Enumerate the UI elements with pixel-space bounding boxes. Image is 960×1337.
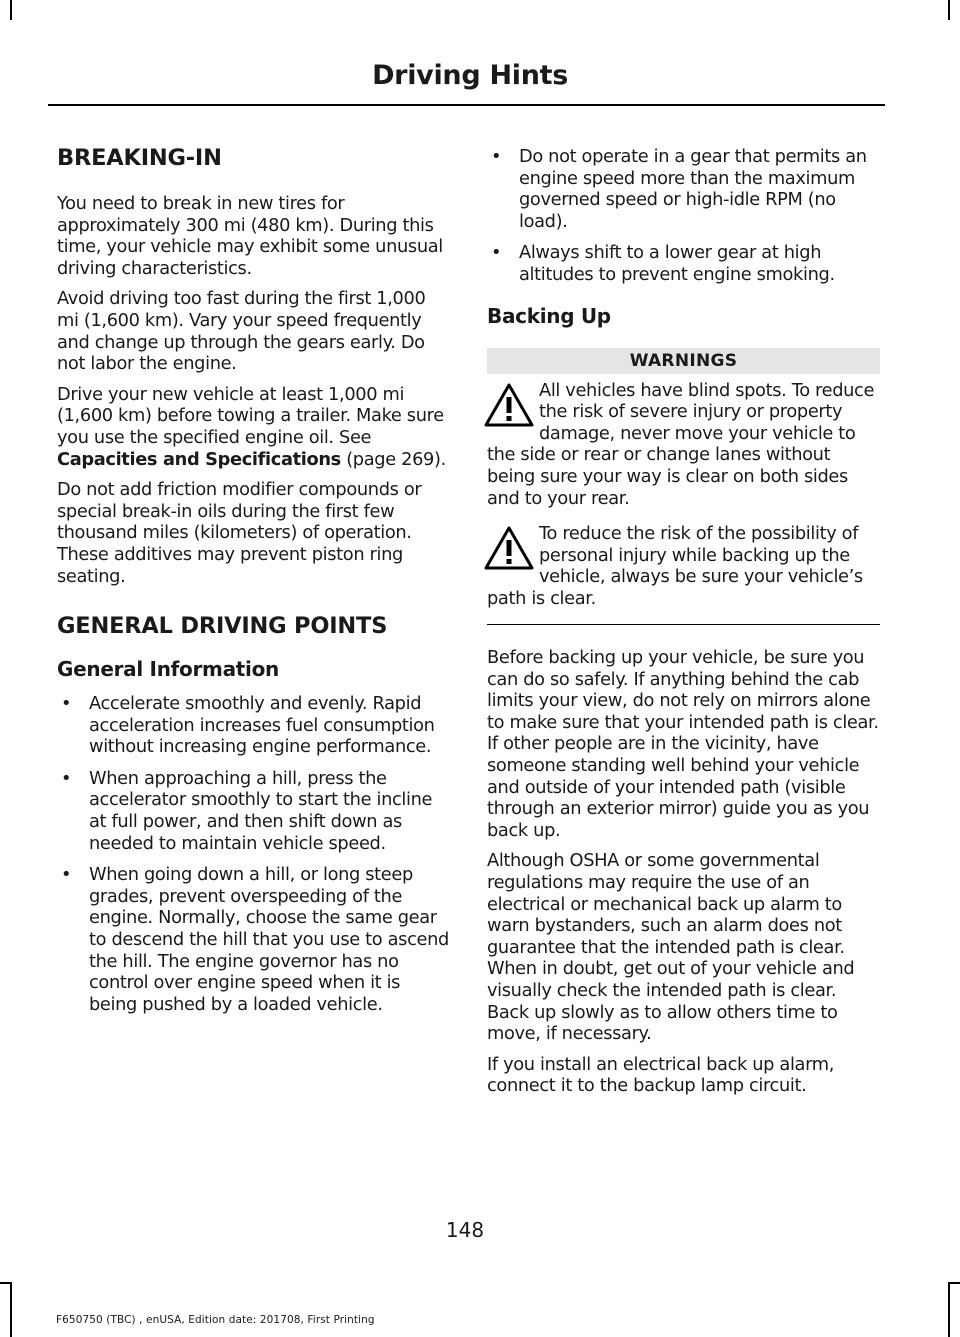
warning-blind-spots [487, 380, 880, 510]
list-item [57, 864, 450, 1015]
list-item-text: Accelerate smoothly and evenly. Rapid acceleration increases fuel consumption without increasing engine performance. [89, 693, 435, 758]
warnings-label: WARNINGS [487, 348, 880, 374]
paragraph: Avoid driving too fast during the first 1,000 mi (1,600 km). Vary your speed frequently and change up through the gears early. Do not labor the engine. [57, 288, 426, 375]
list-item-text: When approaching a hill, press the accelerator smoothly to start the incline at full power, and then shift down as needed to maintain vehicle speed. [89, 767, 433, 854]
list-item [487, 242, 880, 285]
capacities-link[interactable]: Capacities and Specifications [57, 448, 341, 470]
paragraph: You need to break in new tires for approximately 300 mi (480 km). During this time, your vehicle may exhibit some unusual driving characteristics. [57, 193, 443, 279]
warning-text: To reduce the risk of the possibility of personal injury while backing up the vehicle, always be sure your vehicle’s path is clear. [487, 523, 863, 609]
header-divider [48, 104, 885, 106]
list-item-text: Do not operate in a gear that permits an engine speed more than the maximum governed speed or high-idle RPM (no load). [519, 146, 867, 232]
page-number: 148 [445, 1218, 485, 1242]
list-item-text: When going down a hill, or long steep grades, prevent overspeeding of the engine. Normally, choose the same gear to descend the hill that you use to ascend the hill. The engine governor has no control over engine speed when it is being pushed by a loaded vehicle. [89, 864, 449, 1015]
paragraph: Although OSHA or some governmental regulations may require the use of an electrical or mechanical back up alarm to warn bystanders, such an alarm does not guarantee that the intended path is clear. When in doubt, get out of your vehicle and visually check the intended path is clear. Back up slowly as to allow others time to move, if necessary. [487, 850, 855, 1045]
paragraph: Do not add friction modifier compounds or special break-in oils during the first few thousand miles (kilometers) of operation. These additives may prevent piston ring seating. [57, 479, 422, 587]
list-item [57, 768, 450, 854]
bullet-icon: • [491, 146, 502, 167]
paragraph-text: Drive your new vehicle at least 1,000 mi (1,600 km) before towing a trailer. Make sure you use the specified engine oil. See [57, 383, 444, 448]
section-heading-general-driving: GENERAL DRIVING POINTS [57, 613, 388, 640]
warning-divider [487, 624, 880, 626]
bullet-list [487, 146, 880, 286]
paragraph: If you install an electrical back up alarm, connect it to the backup lamp circuit. [487, 1053, 835, 1097]
page-header-title: Driving Hints [372, 60, 568, 91]
paragraph: Before backing up your vehicle, be sure you can do so safely. If anything behind the cab limits your view, do not rely on mirrors alone to make sure that your intended path is clear. If other people are in the vicinity, have someone standing well behind your vehicle and outside of your intended path (visible through an exterior mirror) guide you as you back up. [487, 647, 879, 841]
warning-triangle-icon [483, 382, 535, 428]
left-column [57, 140, 450, 1025]
warning-text: All vehicles have blind spots. To reduce the risk of severe injury or property damage, never move your vehicle to the side or rear or change lanes without being sure your way is clear on both sides and to your rear. [487, 379, 875, 509]
list-item-text: Always shift to a lower gear at high altitudes to prevent engine smoking. [519, 242, 835, 285]
bullet-list [57, 693, 450, 1015]
warning-triangle-icon [483, 525, 535, 571]
bullet-icon: • [491, 242, 502, 264]
crop-mark [10, 0, 12, 20]
crop-mark [948, 1282, 960, 1284]
edition-footer: F650750 (TBC) , enUSA, Edition date: 201708, First Printing [56, 1314, 375, 1326]
list-item [487, 146, 880, 232]
bullet-icon: • [61, 864, 72, 886]
right-column [487, 146, 880, 1106]
subheading-backing-up: Backing Up [487, 303, 611, 328]
section-heading-breaking-in: BREAKING-IN [57, 145, 222, 171]
list-item [57, 693, 450, 758]
warning-path-clear [487, 523, 880, 609]
crop-mark [948, 0, 950, 20]
paragraph [57, 384, 450, 470]
page-reference: (page 269). [340, 448, 446, 470]
subheading-general-information: General Information [57, 657, 279, 682]
bullet-icon: • [61, 767, 72, 789]
crop-mark [948, 1282, 950, 1337]
bullet-icon: • [61, 693, 72, 715]
crop-mark [10, 1282, 12, 1337]
crop-mark [0, 1282, 12, 1284]
